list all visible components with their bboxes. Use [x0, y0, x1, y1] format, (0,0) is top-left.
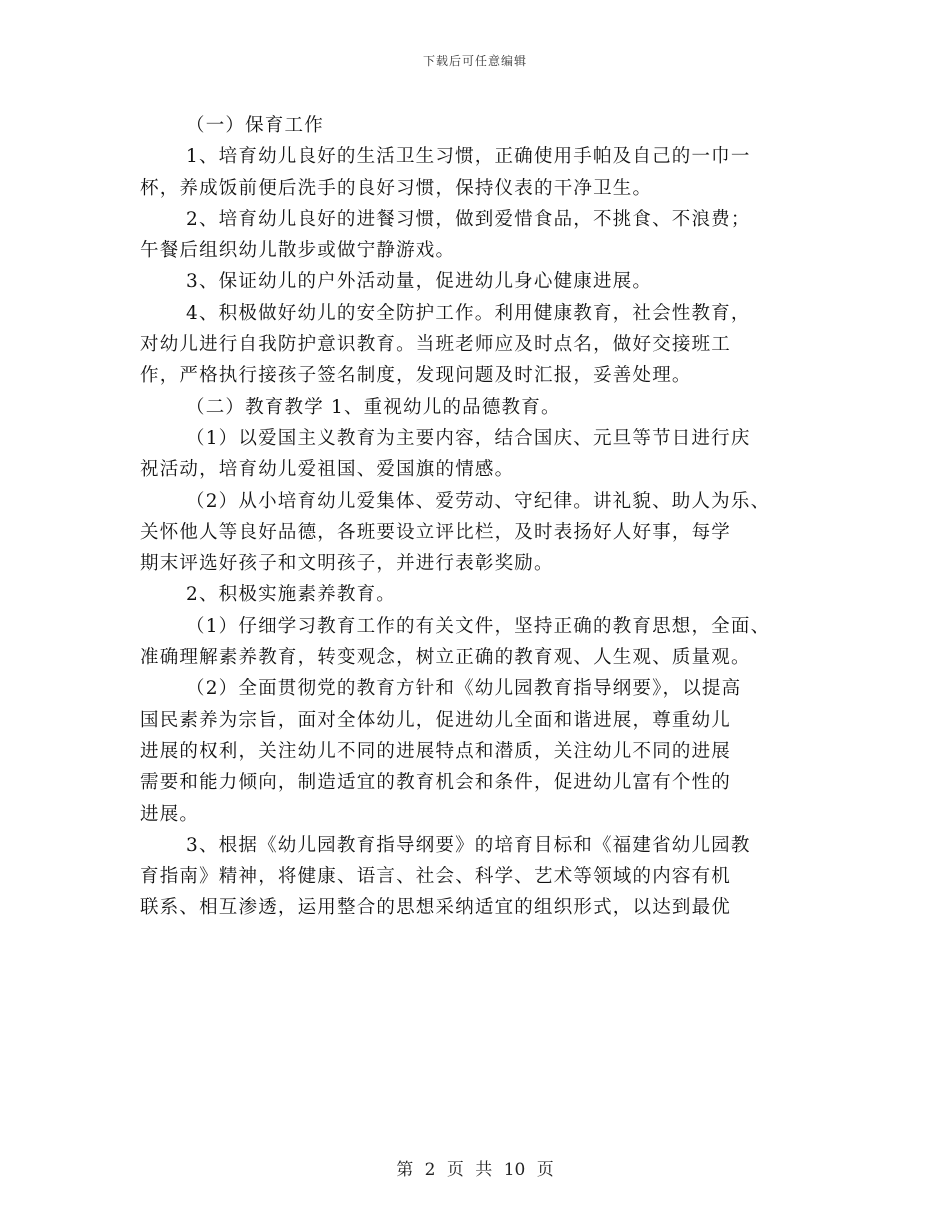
- text-line: 联系、相互渗透，运用整合的思想采纳适宜的组织形式，以达到最优: [140, 897, 732, 919]
- text-line: 3、根据《幼儿园教育指导纲要》的培育目标和《福建省幼儿园教: [186, 834, 751, 856]
- text-line: 进展。: [140, 803, 200, 825]
- text-line: （二）教育教学 1、重视幼儿的品德教育。: [186, 396, 561, 418]
- text-line: 国民素养为宗旨，面对全体幼儿，促进幼儿全面和谐进展，尊重幼儿: [140, 709, 732, 731]
- text-line: 杯，养成饭前便后洗手的良好习惯，保持仪表的干净卫生。: [140, 177, 653, 199]
- text-line: 关怀他人等良好品德，各班要设立评比栏，及时表扬好人好事，每学: [140, 521, 732, 543]
- text-line: 午餐后组织幼儿散步或做宁静游戏。: [140, 240, 456, 262]
- text-line: （2）全面贯彻党的教育方针和《幼儿园教育指导纲要》，以提高: [186, 678, 742, 700]
- text-line: 准确理解素养教育，转变观念，树立正确的教育观、人生观、质量观。: [140, 647, 751, 669]
- text-line: 进展的权利，关注幼儿不同的进展特点和潜质，关注幼儿不同的进展: [140, 740, 732, 762]
- page-number-footer: 第 2 页 共 10 页: [396, 1160, 554, 1180]
- text-line: 2、培育幼儿良好的进餐习惯，做到爱惜食品，不挑食、不浪费；: [186, 208, 751, 230]
- text-line: 3、保证幼儿的户外活动量，促进幼儿身心健康进展。: [186, 271, 653, 293]
- page-header: 下载后可任意编辑: [422, 54, 527, 68]
- text-line: 祝活动，培育幼儿爱祖国、爱国旗的情感。: [140, 459, 515, 481]
- text-line: 2、积极实施素养教育。: [186, 584, 396, 606]
- text-line: 4、积极做好幼儿的安全防护工作。利用健康教育，社会性教育，: [186, 302, 751, 324]
- text-line: 需要和能力倾向，制造适宜的教育机会和条件，促进幼儿富有个性的: [140, 772, 732, 794]
- text-line: 期末评选好孩子和文明孩子，并进行表彰奖励。: [140, 553, 554, 575]
- text-line: （一）保育工作: [186, 115, 324, 136]
- text-line: （1）仔细学习教育工作的有关文件，坚持正确的教育思想，全面、: [186, 615, 771, 637]
- text-line: （2）从小培育幼儿爱集体、爱劳动、守纪律。讲礼貌、助人为乐、: [186, 490, 771, 512]
- text-line: 育指南》精神，将健康、语言、社会、科学、艺术等领域的内容有机: [140, 866, 732, 888]
- text-line: 对幼儿进行自我防护意识教育。当班老师应及时点名，做好交接班工: [140, 334, 732, 356]
- document-body: [140, 110, 810, 924]
- text-line: （1）以爱国主义教育为主要内容，结合国庆、元旦等节日进行庆: [186, 427, 751, 449]
- text-line: 1、培育幼儿良好的生活卫生习惯，正确使用手帕及自己的一巾一: [186, 146, 751, 168]
- text-line: 作，严格执行接孩子签名制度，发现问题及时汇报，妥善处理。: [140, 365, 692, 387]
